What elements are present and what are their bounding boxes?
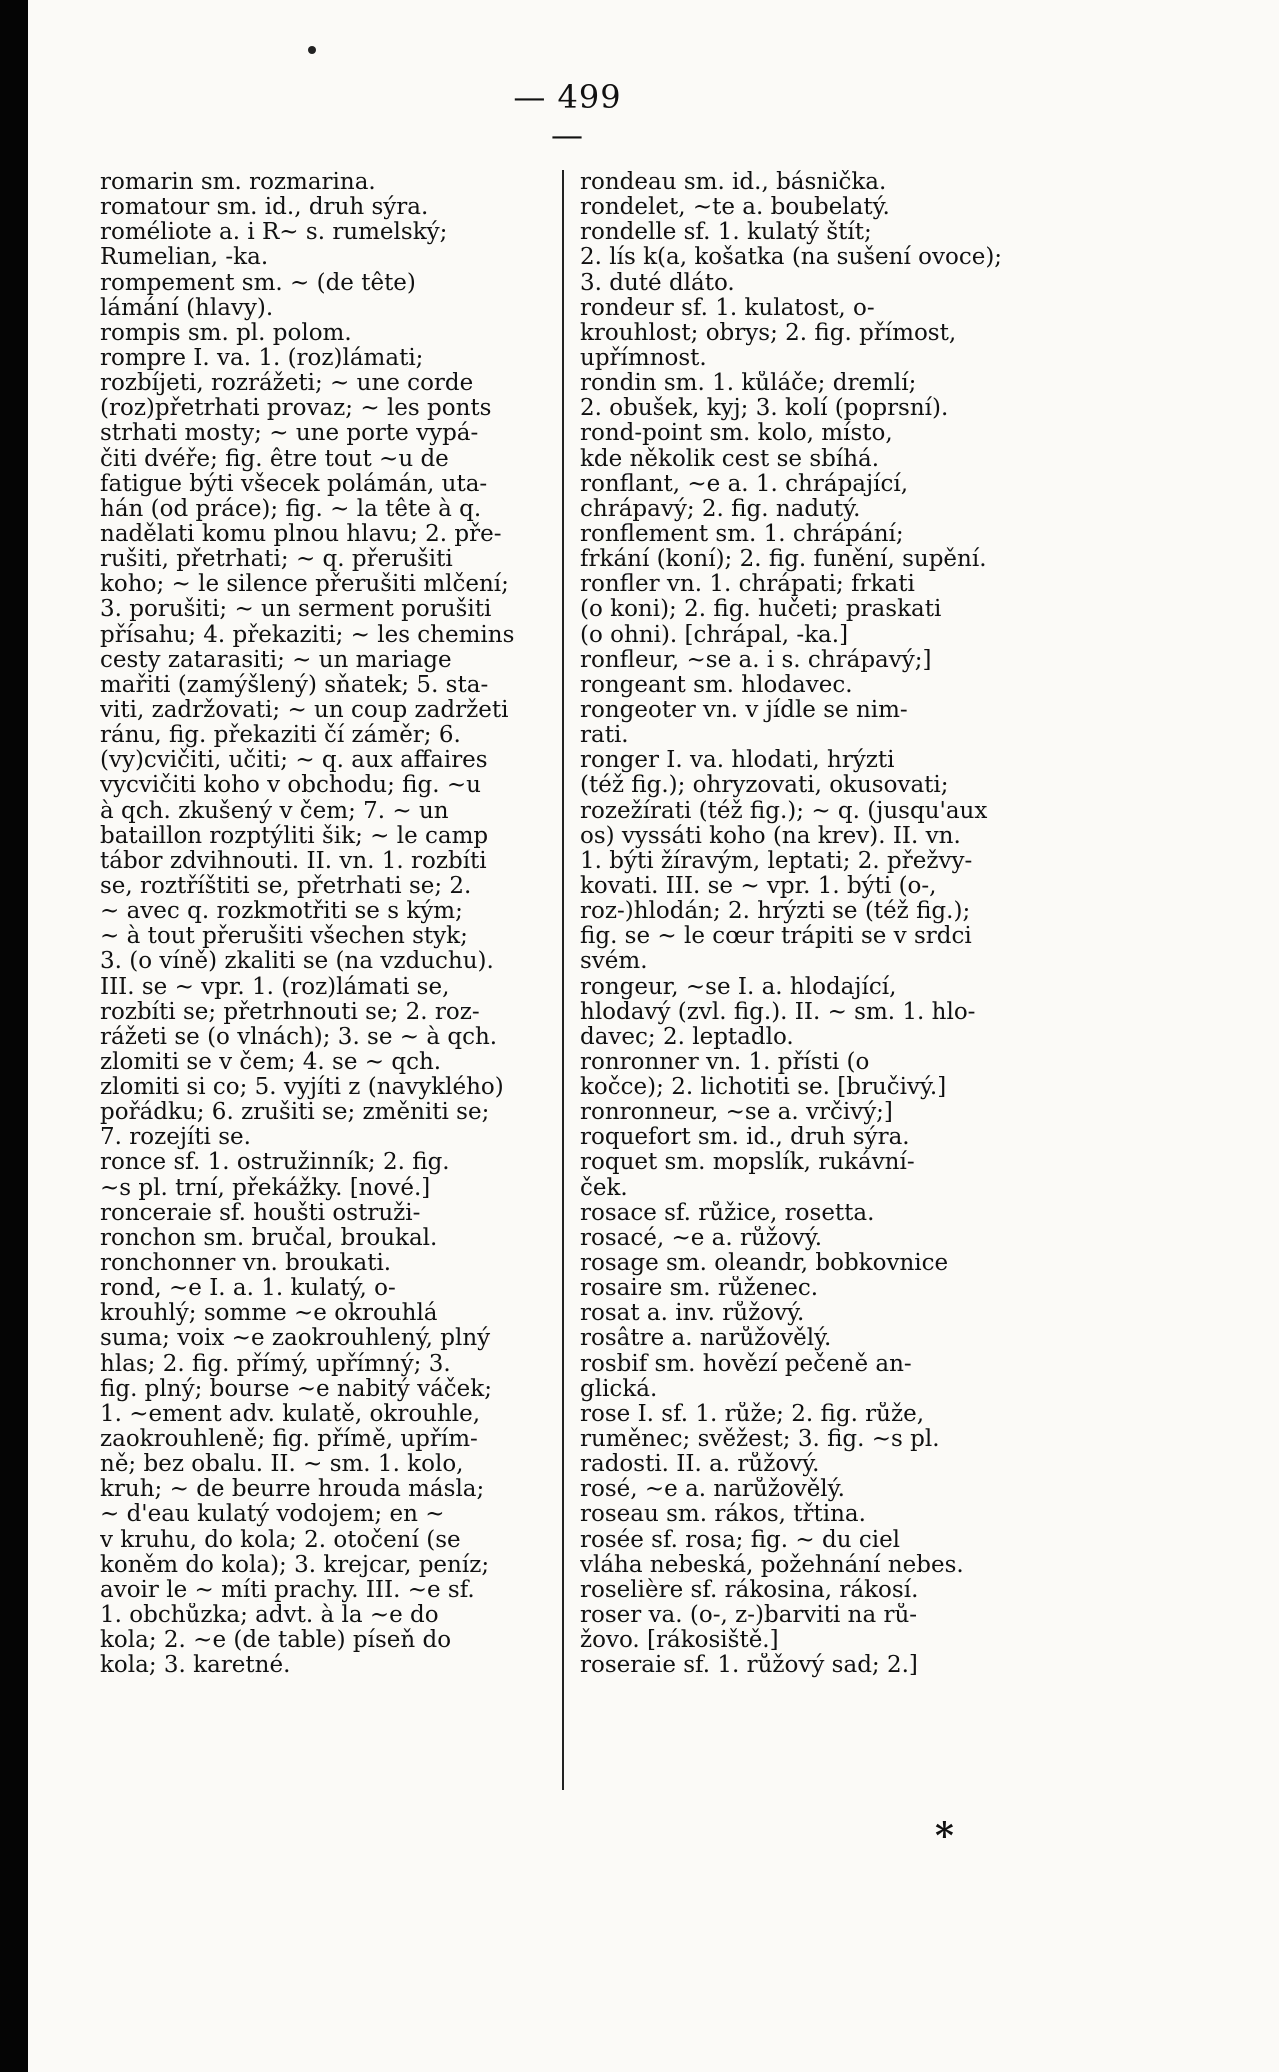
right-column-line: rosée sf. rosa; fig. ~ du ciel xyxy=(580,1527,901,1553)
right-column-line: kde několik cest se sbíhá. xyxy=(580,446,880,472)
left-column-line: tábor zdvihnouti. II. vn. 1. rozbíti xyxy=(100,848,487,874)
right-column-line: ronfler vn. 1. chrápati; frkati xyxy=(580,572,915,598)
right-column xyxy=(580,170,1055,1678)
right-column-line: rongeur, ~se I. a. hlodající, xyxy=(580,974,897,1000)
left-column-line: avoir le ~ míti prachy. III. ~e sf. xyxy=(100,1577,475,1603)
left-column-line: ~ à tout přerušiti všechen styk; xyxy=(100,924,468,950)
left-column-line: ~s pl. trní, překážky. [nové.] xyxy=(100,1175,431,1201)
left-column-line: romatour sm. id., druh sýra. xyxy=(100,195,429,221)
right-column-line: rosâtre a. narůžovělý. xyxy=(580,1326,832,1352)
right-column-line: (o koni); 2. fig. hučeti; praskati xyxy=(580,597,942,623)
left-column-line: suma; voix ~e zaokrouhlený, plný xyxy=(100,1326,491,1352)
right-column-line: roselière sf. rákosina, rákosí. xyxy=(580,1577,919,1603)
left-column-line: viti, zadržovati; ~ un coup zadržeti xyxy=(100,697,509,723)
left-column-line: ronchonner vn. broukati. xyxy=(100,1251,392,1277)
ink-speck xyxy=(308,46,316,54)
left-column-line: čiti dvéře; fig. être tout ~u de xyxy=(100,446,449,472)
right-column-line: glická. xyxy=(580,1376,658,1402)
right-column-line: ruměnec; svěžest; 3. fig. ~s pl. xyxy=(580,1427,940,1453)
page-number: — 499 — xyxy=(513,78,622,154)
column-divider xyxy=(562,170,564,1790)
right-column-line: ronronner vn. 1. přísti (o xyxy=(580,1049,870,1075)
right-column-line: roser va. (o-, z-)barviti na rů- xyxy=(580,1603,918,1629)
right-column-line: kovati. III. se ~ vpr. 1. býti (o-, xyxy=(580,873,937,899)
left-column-line: ronceraie sf. houšti ostruži- xyxy=(100,1200,421,1226)
left-column-line: 1. ~ement adv. kulatě, okrouhle, xyxy=(100,1401,481,1427)
left-column-line: krouhlý; somme ~e okrouhlá xyxy=(100,1301,438,1327)
right-column-line: rati. xyxy=(580,723,629,749)
left-column-line: roméliote a. i R~ s. rumelský; xyxy=(100,220,448,246)
left-column-line: hlas; 2. fig. přímý, upřímný; 3. xyxy=(100,1351,451,1377)
left-column-line: ~ avec q. rozkmotřiti se s kým; xyxy=(100,899,463,925)
left-column-line: 1. obchůzka; advt. à la ~e do xyxy=(100,1603,439,1629)
left-column-line: zaokrouhleně; fig. přímě, upřím- xyxy=(100,1427,478,1453)
footer-mark: * xyxy=(935,1815,954,1857)
right-column-line: rosat a. inv. růžový. xyxy=(580,1301,805,1327)
right-column-line: kočce); 2. lichotiti se. [bručivý.] xyxy=(580,1075,947,1101)
left-column-line: kola; 2. ~e (de table) píseň do xyxy=(100,1628,452,1654)
right-column-line: (o ohni). [chrápal, -ka.] xyxy=(580,622,849,648)
left-column-line: nadělati komu plnou hlavu; 2. pře- xyxy=(100,521,502,547)
right-column-line: rond-point sm. kolo, místo, xyxy=(580,421,893,447)
left-column-line: mařiti (zamýšlený) sňatek; 5. sta- xyxy=(100,672,489,698)
left-column xyxy=(100,170,550,1678)
left-column-line: rompis sm. pl. polom. xyxy=(100,320,352,346)
right-column-line: radosti. II. a. růžový. xyxy=(580,1452,820,1478)
right-column-line: roseraie sf. 1. růžový sad; 2.] xyxy=(580,1653,918,1679)
left-column-line: romarin sm. rozmarina. xyxy=(100,170,376,195)
right-column-line: roseau sm. rákos, třtina. xyxy=(580,1502,866,1528)
right-column-line: 2. lís k(a, košatka (na sušení ovoce); xyxy=(580,245,1003,271)
left-column-line: Rumelian, -ka. xyxy=(100,245,269,271)
left-column-line: pořádku; 6. zrušiti se; změniti se; xyxy=(100,1100,490,1126)
left-column-line: přísahu; 4. překaziti; ~ les chemins xyxy=(100,622,515,648)
left-column-line: 3. porušiti; ~ un serment porušiti xyxy=(100,597,492,623)
right-column-line: ronfleur, ~se a. i s. chrápavý;] xyxy=(580,647,932,673)
right-column-line: os) vyssáti koho (na krev). II. vn. xyxy=(580,823,961,849)
right-column-line: frkání (koní); 2. fig. funění, supění. xyxy=(580,547,987,573)
right-column-line: roz-)hlodán; 2. hrýzti se (též fig.); xyxy=(580,899,971,925)
left-column-line: zlomiti si co; 5. vyjíti z (navyklého) xyxy=(100,1075,504,1101)
left-column-line: koho; ~ le silence přerušiti mlčení; xyxy=(100,572,509,598)
right-column-line: ronflement sm. 1. chrápání; xyxy=(580,521,904,547)
left-column-line: ronchon sm. bručal, broukal. xyxy=(100,1225,438,1251)
left-column-line: rážeti se (o vlnách); 3. se ~ à qch. xyxy=(100,1024,498,1050)
left-column-line: 3. (o víně) zkaliti se (na vzduchu). xyxy=(100,949,494,975)
right-column-line: rondeur sf. 1. kulatost, o- xyxy=(580,295,875,321)
left-column-line: rozbíjeti, rozrážeti; ~ une corde xyxy=(100,371,474,397)
right-column-line: hlodavý (zvl. fig.). II. ~ sm. 1. hlo- xyxy=(580,999,976,1025)
left-column-line: rušiti, přetrhati; ~ q. přerušiti xyxy=(100,547,453,573)
left-column-line: ronce sf. 1. ostružinník; 2. fig. xyxy=(100,1150,450,1176)
right-column-line: rondelle sf. 1. kulatý štít; xyxy=(580,220,872,246)
right-column-line: 1. býti žíravým, leptati; 2. přežvy- xyxy=(580,848,973,874)
right-column-line: rosé, ~e a. narůžovělý. xyxy=(580,1477,845,1503)
left-column-line: bataillon rozptýliti šik; ~ le camp xyxy=(100,823,489,849)
left-column-line: hán (od práce); fig. ~ la tête à q. xyxy=(100,496,482,522)
left-column-line: rompement sm. ~ (de tête) xyxy=(100,270,416,296)
left-column-line: rompre I. va. 1. (roz)lámati; xyxy=(100,345,424,371)
left-column-line: fatigue býti všecek polámán, uta- xyxy=(100,471,488,497)
right-column-line: davec; 2. leptadlo. xyxy=(580,1024,794,1050)
left-column-line: rozbíti se; přetrhnouti se; 2. roz- xyxy=(100,999,480,1025)
right-column-line: svém. xyxy=(580,949,648,975)
right-column-line: ronronneur, ~se a. vrčivý;] xyxy=(580,1100,893,1126)
right-column-line: krouhlost; obrys; 2. fig. přímost, xyxy=(580,320,957,346)
right-column-line: fig. se ~ le cœur trápiti se v srdci xyxy=(580,924,972,950)
left-column-line: à qch. zkušený v čem; 7. ~ un xyxy=(100,798,449,824)
left-column-line: vycvičiti koho v obchodu; fig. ~u xyxy=(100,773,481,799)
left-column-line: lámání (hlavy). xyxy=(100,295,274,321)
right-column-line: ček. xyxy=(580,1175,628,1201)
right-column-line: rozežírati (též fig.); ~ q. (jusqu'aux xyxy=(580,798,988,824)
left-column-line: (vy)cvičiti, učiti; ~ q. aux affaires xyxy=(100,748,488,774)
right-column-line: rosace sf. růžice, rosetta. xyxy=(580,1200,875,1226)
right-column-line: (též fig.); ohryzovati, okusovati; xyxy=(580,773,949,799)
left-column-line: III. se ~ vpr. 1. (roz)lámati se, xyxy=(100,974,450,1000)
right-column-line: rose I. sf. 1. růže; 2. fig. růže, xyxy=(580,1401,925,1427)
left-column-line: kruh; ~ de beurre hrouda másla; xyxy=(100,1477,485,1503)
right-column-line: rongeant sm. hlodavec. xyxy=(580,672,853,698)
left-column-line: rond, ~e I. a. 1. kulatý, o- xyxy=(100,1276,396,1302)
left-column-line: 7. rozejíti se. xyxy=(100,1125,251,1151)
left-column-line: se, roztříštiti se, přetrhati se; 2. xyxy=(100,873,472,899)
left-column-line: strhati mosty; ~ une porte vypá- xyxy=(100,421,479,447)
left-column-line: ně; bez obalu. II. ~ sm. 1. kolo, xyxy=(100,1452,464,1478)
left-column-line: cesty zatarasiti; ~ un mariage xyxy=(100,647,452,673)
right-column-line: rondelet, ~te a. boubelatý. xyxy=(580,195,890,221)
right-column-line: rosacé, ~e a. růžový. xyxy=(580,1225,823,1251)
right-column-line: ronger I. va. hlodati, hrýzti xyxy=(580,748,895,774)
right-column-line: roquefort sm. id., druh sýra. xyxy=(580,1125,910,1151)
right-column-line: rosbif sm. hovězí pečeně an- xyxy=(580,1351,912,1377)
right-column-line: rosage sm. oleandr, bobkovnice xyxy=(580,1251,949,1277)
right-column-line: ronflant, ~e a. 1. chrápající, xyxy=(580,471,909,497)
right-column-line: rosaire sm. růženec. xyxy=(580,1276,819,1302)
right-column-line: 3. duté dláto. xyxy=(580,270,735,296)
left-column-line: ránu, fig. překaziti čí záměr; 6. xyxy=(100,723,461,749)
left-column-line: zlomiti se v čem; 4. se ~ qch. xyxy=(100,1049,442,1075)
right-column-line: žovo. [rákosiště.] xyxy=(580,1628,779,1654)
right-column-line: chrápavý; 2. fig. nadutý. xyxy=(580,496,861,522)
right-column-line: upřímnost. xyxy=(580,345,707,371)
right-column-line: rondeau sm. id., básnička. xyxy=(580,170,887,195)
right-column-line: rongeoter vn. v jídle se nim- xyxy=(580,697,908,723)
left-column-line: ~ d'eau kulatý vodojem; en ~ xyxy=(100,1502,445,1528)
left-column-line: koněm do kola); 3. krejcar, peníz; xyxy=(100,1552,490,1578)
scan-edge xyxy=(0,0,28,2072)
right-column-line: vláha nebeská, požehnání nebes. xyxy=(580,1552,964,1578)
left-column-line: kola; 3. karetné. xyxy=(100,1653,291,1679)
right-column-line: rondin sm. 1. kůláče; dremlí; xyxy=(580,371,917,397)
right-column-line: 2. obušek, kyj; 3. kolí (poprsní). xyxy=(580,396,949,422)
left-column-line: fig. plný; bourse ~e nabitý váček; xyxy=(100,1376,492,1402)
left-column-line: (roz)přetrhati provaz; ~ les ponts xyxy=(100,396,492,422)
left-column-line: v kruhu, do kola; 2. otočení (se xyxy=(100,1527,461,1553)
right-column-line: roquet sm. mopslík, rukávní- xyxy=(580,1150,915,1176)
